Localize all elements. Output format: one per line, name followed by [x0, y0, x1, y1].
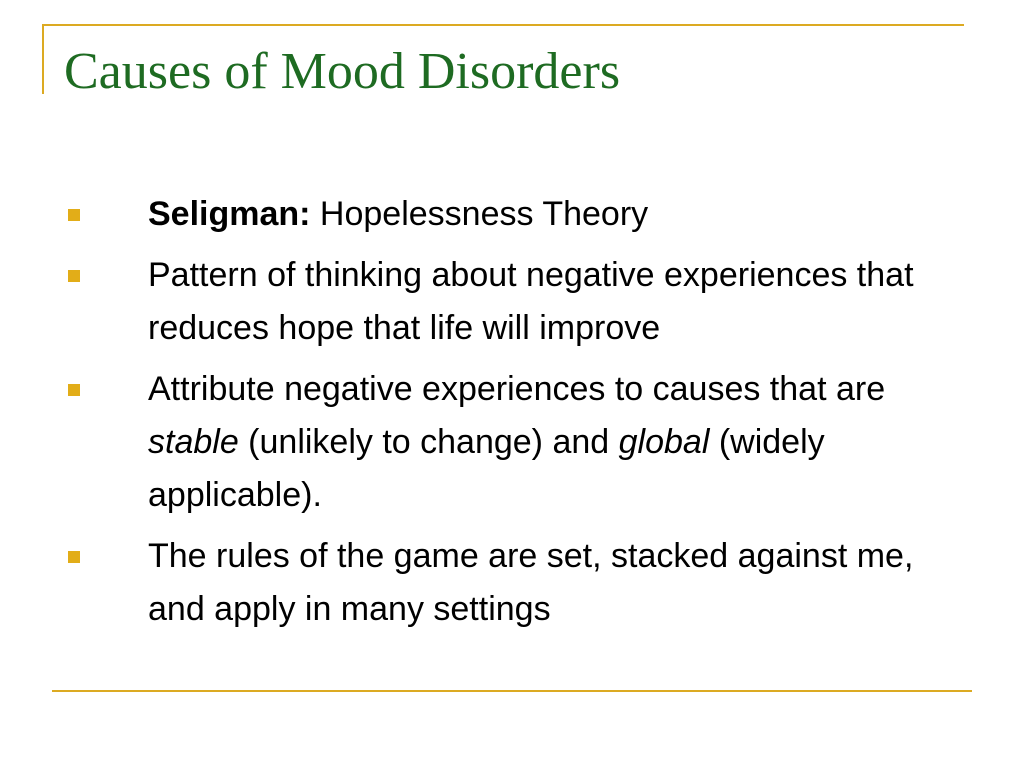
frame-left-rule [42, 24, 44, 94]
slide-title: Causes of Mood Disorders [64, 43, 621, 100]
bullet-text: (widely applicable). [148, 423, 825, 514]
bullet-emphasis-stable: stable [148, 423, 239, 461]
bullet-text: The rules of the game are set, stacked against me, and apply in many settings [148, 537, 914, 628]
bullet-text: Hopelessness Theory [310, 195, 649, 233]
square-bullet-icon [68, 384, 80, 396]
bullet-term: Seligman: [148, 195, 311, 233]
bullet-text: Attribute negative experiences to causes that are [148, 370, 886, 408]
bullet-item-rules [60, 530, 960, 636]
frame-bottom-rule [52, 690, 972, 692]
bullet-emphasis-global: global [618, 423, 710, 461]
bullet-list [60, 188, 960, 644]
bullet-item-pattern [60, 249, 960, 355]
bullet-text: Pattern of thinking about negative experiences that reduces hope that life will improve [148, 256, 914, 347]
square-bullet-icon [68, 270, 80, 282]
square-bullet-icon [68, 551, 80, 563]
square-bullet-icon [68, 209, 80, 221]
bullet-item-seligman [60, 188, 960, 241]
bullet-item-attribute [60, 363, 960, 522]
frame-top-rule [42, 24, 964, 26]
bullet-text: (unlikely to change) and [238, 423, 619, 461]
